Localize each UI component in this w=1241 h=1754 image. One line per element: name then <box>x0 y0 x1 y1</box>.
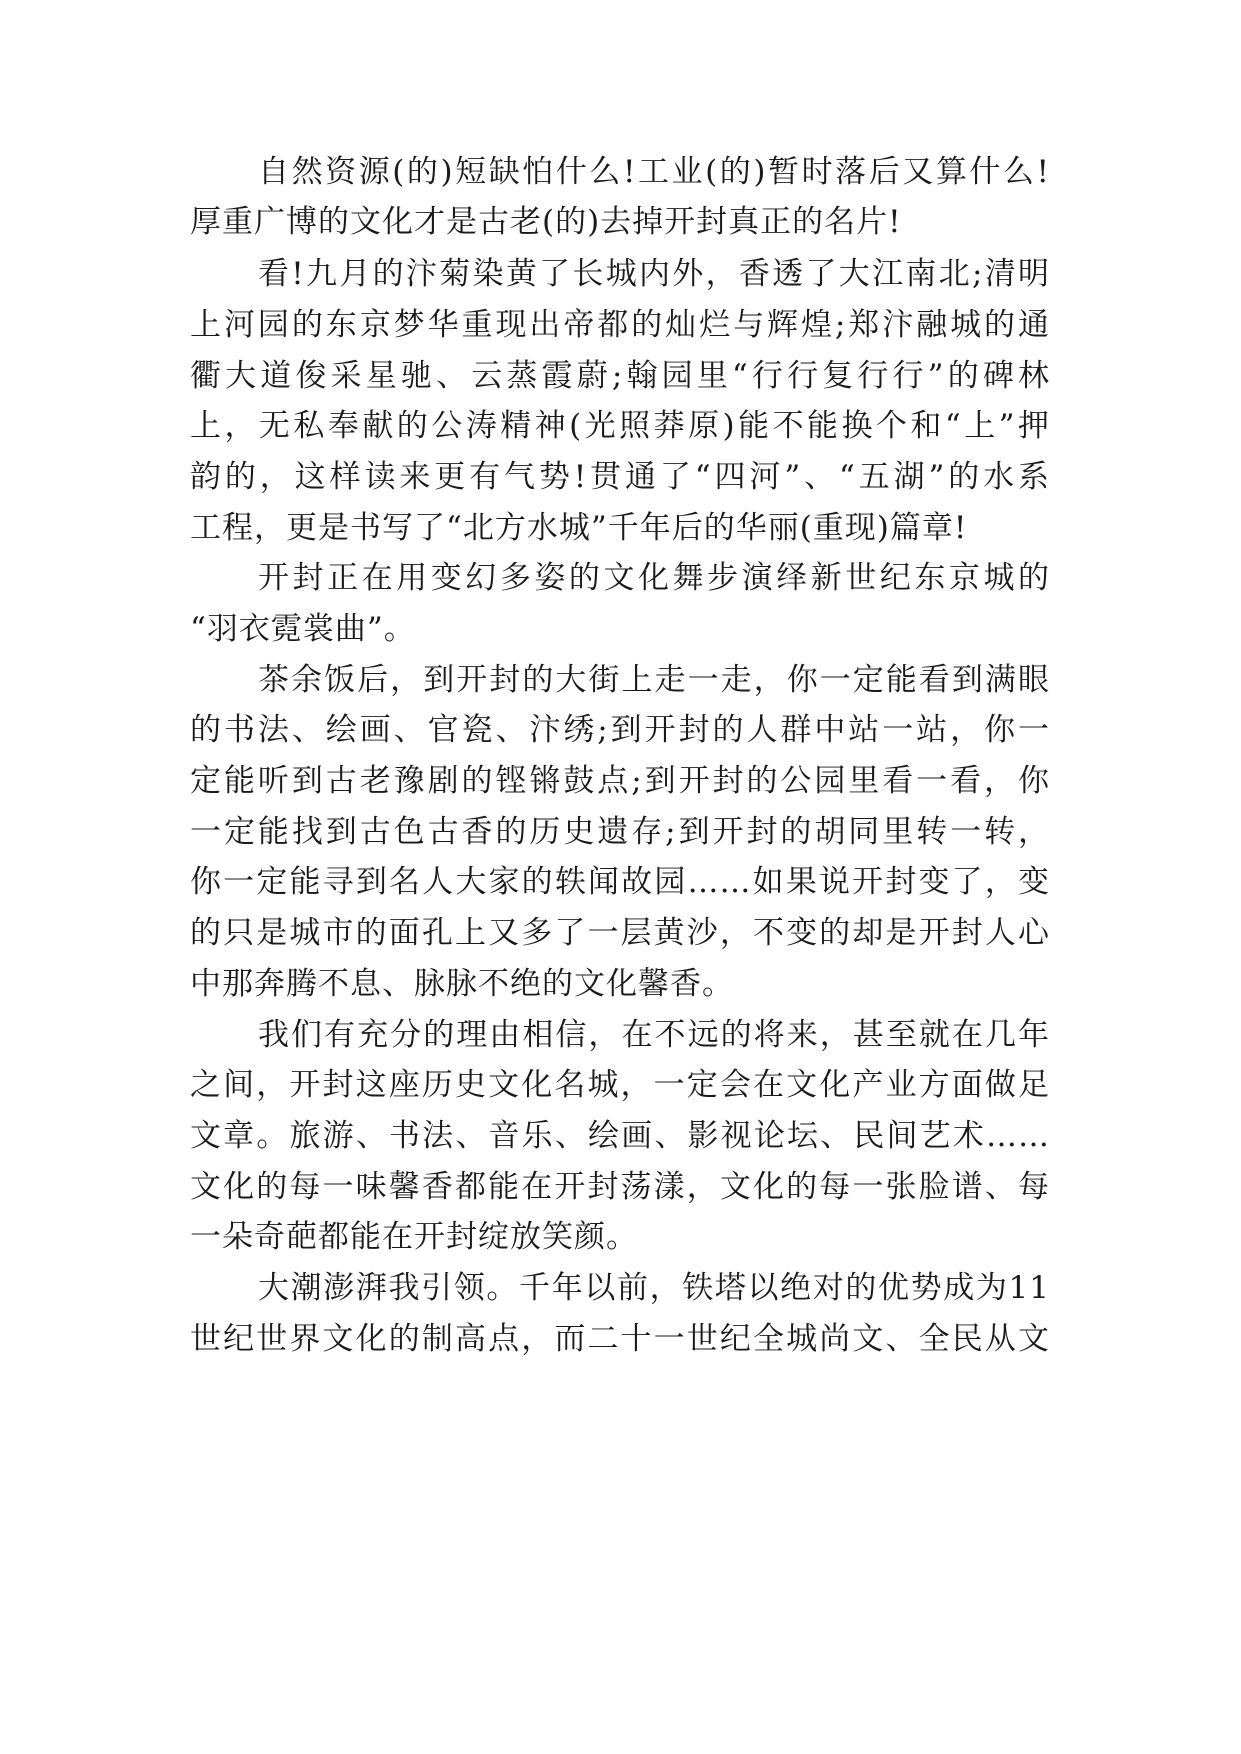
text-line: 自然资源(的)短缺怕什么!工业(的)暂时落后又算什么! <box>258 154 1050 190</box>
text-line: 之间，开封这座历史文化名城，一定会在文化产业方面做足 <box>190 1067 1050 1103</box>
text-line: 大潮澎湃我引领。千年以前，铁塔以绝对的优势成为11 <box>258 1270 1050 1306</box>
text-line: 文章。旅游、书法、音乐、绘画、影视论坛、民间艺术…… <box>190 1118 1050 1154</box>
text-line: 厚重广博的文化才是古老(的)去掉开封真正的名片! <box>190 204 902 240</box>
text-line: 韵的，这样读来更有气势!贯通了“四河”、“五湖”的水系 <box>190 459 1050 495</box>
text-line: 衢大道俊采星驰、云蒸霞蔚;翰园里“行行复行行”的碑林 <box>190 358 1050 394</box>
text-line: 的只是城市的面孔上又多了一层黄沙，不变的却是开封人心 <box>190 915 1050 951</box>
text-line: 一定能找到古色古香的历史遗存;到开封的胡同里转一转， <box>190 814 1050 850</box>
text-line: 定能听到古老豫剧的铿锵鼓点;到开封的公园里看一看，你 <box>190 763 1050 799</box>
text-line: 我们有充分的理由相信，在不远的将来，甚至就在几年 <box>258 1017 1050 1053</box>
text-line: 你一定能寻到名人大家的轶闻故园……如果说开封变了，变 <box>190 864 1050 900</box>
text-line: 的书法、绘画、官瓷、汴绣;到开封的人群中站一站，你一 <box>190 712 1050 748</box>
text-line: 一朵奇葩都能在开封绽放笑颜。 <box>190 1219 638 1255</box>
document-page <box>190 152 1050 1712</box>
text-line: 茶余饭后，到开封的大街上走一走，你一定能看到满眼 <box>258 662 1050 698</box>
text-line: 上河园的东京梦华重现出帝都的灿烂与辉煌;郑汴融城的通 <box>190 307 1050 343</box>
text-line: 看!九月的汴菊染黄了长城内外，香透了大江南北;清明 <box>258 256 1050 292</box>
text-line: 工程，更是书写了“北方水城”千年后的华丽(重现)篇章! <box>190 510 968 546</box>
text-line: 文化的每一味馨香都能在开封荡漾，文化的每一张脸谱、每 <box>190 1169 1050 1205</box>
text-line: 中那奔腾不息、脉脉不绝的文化馨香。 <box>190 966 734 1002</box>
text-line: “羽衣霓裳曲”。 <box>190 611 416 647</box>
text-line: 上，无私奉献的公涛精神(光照莽原)能不能换个和“上”押 <box>190 408 1050 444</box>
text-line: 世纪世界文化的制高点，而二十一世纪全城尚文、全民从文 <box>190 1321 1050 1357</box>
text-line: 开封正在用变幻多姿的文化舞步演绎新世纪东京城的 <box>258 560 1050 596</box>
